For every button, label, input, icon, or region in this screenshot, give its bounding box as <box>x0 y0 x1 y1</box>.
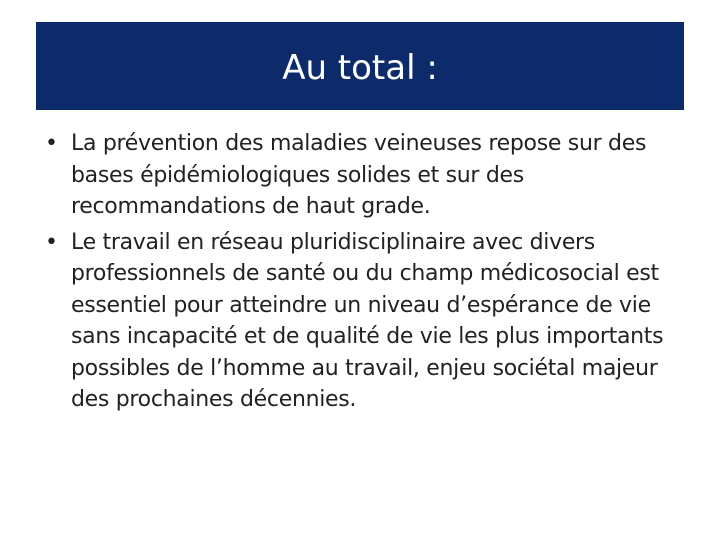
bullet-item <box>44 128 674 223</box>
title-bar <box>36 22 684 110</box>
bullet-item <box>44 227 674 416</box>
slide-content <box>44 128 674 420</box>
bullet-icon: • <box>45 131 58 156</box>
bullet-text: La prévention des maladies veineuses repose sur des bases épidémiologiques solides et sur des recommandations de haut grade. <box>71 131 647 219</box>
bullet-text: Le travail en réseau pluridisciplinaire avec divers professionnels de santé ou du champ médicosocial est essentiel pour atteindre un niveau d’espérance de vie sans incapacité et de qualité de vie les plus importants possibles de l’homme au travail, enjeu sociétal majeur des prochaines décennies. <box>71 229 664 412</box>
slide-title: Au total : <box>282 48 438 88</box>
bullet-icon: • <box>45 229 58 255</box>
bullet-list <box>44 128 674 416</box>
